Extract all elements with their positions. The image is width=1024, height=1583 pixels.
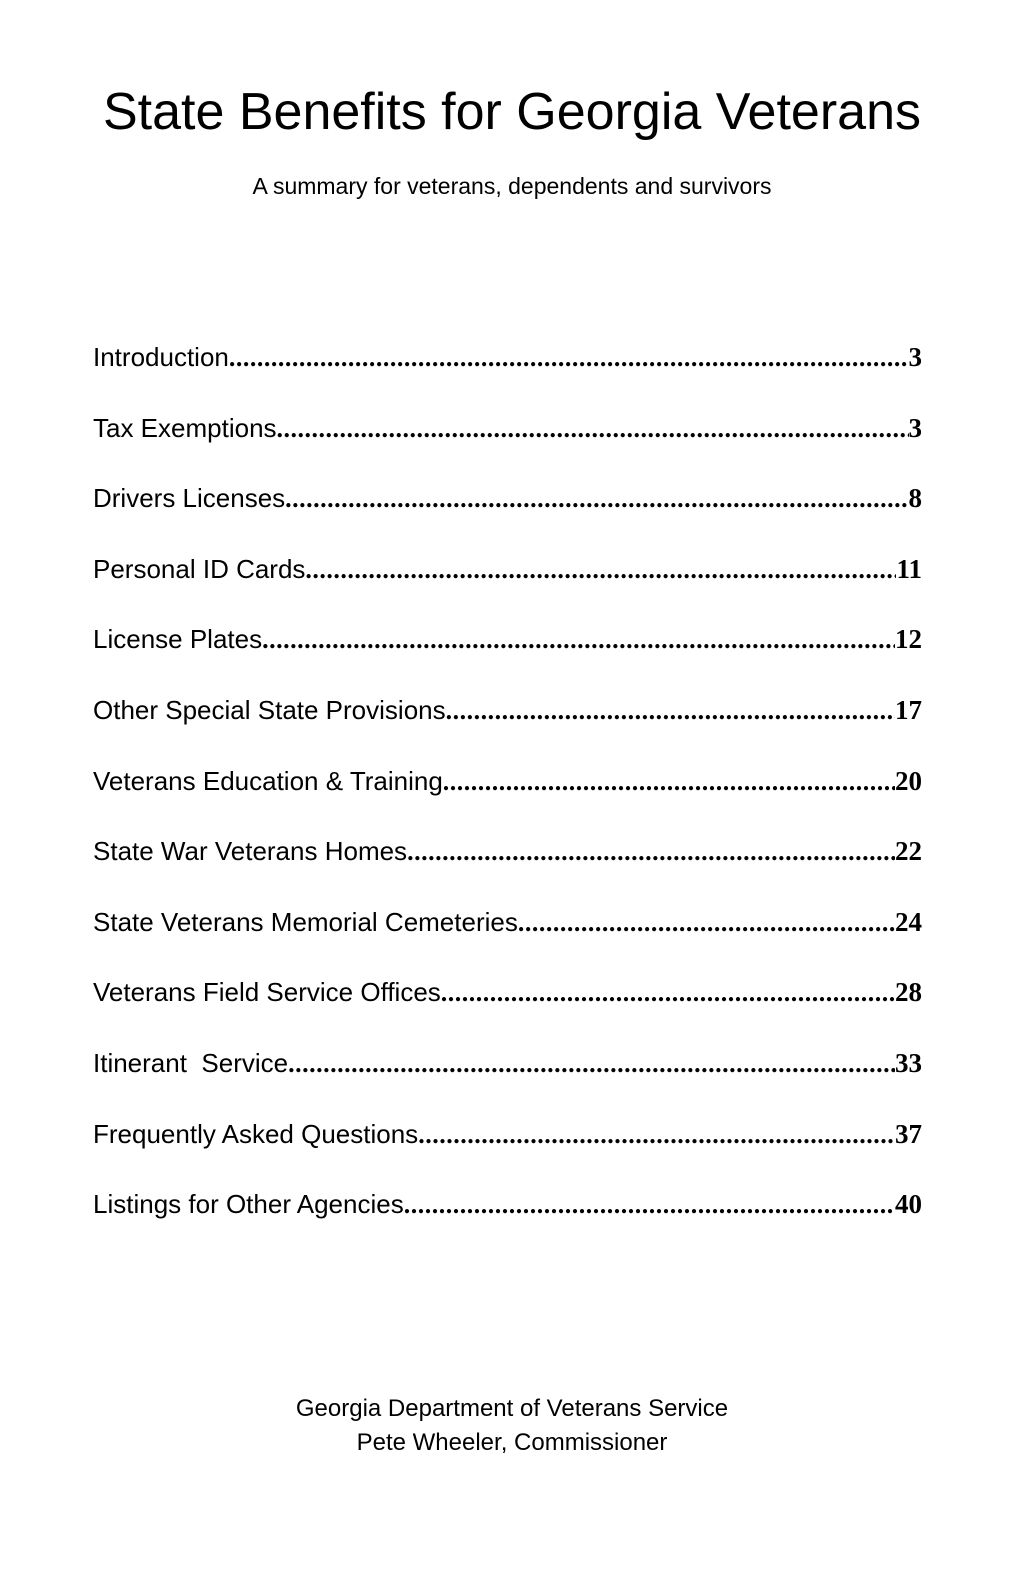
- toc-entry-license-plates: [93, 622, 922, 693]
- toc-entry-label: Other Special State Provisions: [93, 694, 446, 725]
- toc-entry-page-number: 22: [895, 836, 922, 867]
- toc-entry-page-number: 8: [908, 483, 922, 514]
- toc-entry-page-number: 17: [895, 694, 922, 725]
- toc-entry-page-number: 24: [895, 906, 922, 937]
- toc-entry-label: Tax Exemptions: [93, 412, 277, 443]
- toc-entry-page-number: 28: [895, 977, 922, 1008]
- toc-dot-leader: [277, 412, 909, 446]
- toc-entry-other-special-state-provisions: [93, 693, 922, 764]
- toc-entry-page-number: 33: [895, 1047, 922, 1078]
- toc-dot-leader: [418, 1118, 895, 1152]
- toc-entry-page-number: 3: [908, 412, 922, 443]
- toc-entry-page-number: 11: [896, 553, 922, 584]
- toc-entry-page-number: 3: [908, 342, 922, 372]
- department-name: Georgia Department of Veterans Service: [295, 1395, 729, 1422]
- toc-dot-leader: [446, 694, 895, 728]
- toc-dot-leader: [518, 906, 895, 940]
- commissioner-name: Pete Wheeler, Commissioner: [356, 1429, 668, 1456]
- toc-entry-label: Itinerant Service: [93, 1047, 289, 1078]
- toc-dot-leader: [404, 1188, 895, 1222]
- toc-entry-label: State War Veterans Homes: [93, 836, 408, 867]
- toc-entry-page-number: 20: [895, 765, 922, 796]
- table-of-contents: [93, 340, 922, 1258]
- toc-dot-leader: [441, 976, 895, 1010]
- toc-entry-personal-id-cards: [93, 552, 922, 623]
- toc-entry-label: Frequently Asked Questions: [93, 1118, 419, 1149]
- toc-dot-leader: [288, 1047, 895, 1081]
- toc-entry-veterans-education-training: [93, 764, 922, 835]
- toc-entry-label: Introduction: [93, 342, 229, 372]
- toc-dot-leader: [407, 835, 895, 869]
- toc-entry-label: Personal ID Cards: [93, 553, 306, 584]
- toc-entry-state-veterans-memorial-cemeteries: [93, 905, 922, 976]
- toc-dot-leader: [229, 341, 909, 375]
- toc-entry-page-number: 37: [895, 1118, 922, 1149]
- toc-entry-state-war-veterans-homes: [93, 834, 922, 905]
- toc-entry-itinerant-service: [93, 1046, 922, 1117]
- toc-entry-frequently-asked-questions: [93, 1117, 922, 1188]
- toc-entry-page-number: 40: [895, 1189, 922, 1220]
- page-subtitle: A summary for veterans, dependents and survivors: [252, 173, 772, 199]
- toc-entry-label: Listings for Other Agencies: [93, 1189, 404, 1220]
- toc-dot-leader: [285, 482, 908, 516]
- toc-dot-leader: [443, 765, 895, 799]
- toc-entry-label: License Plates: [93, 624, 263, 655]
- toc-entry-listings-for-other-agencies: [93, 1187, 922, 1258]
- publisher-block: [0, 1392, 1024, 1460]
- toc-entry-drivers-licenses: [93, 481, 922, 552]
- toc-entry-label: State Veterans Memorial Cemeteries: [93, 906, 518, 937]
- toc-entry-tax-exemptions: [93, 411, 922, 482]
- toc-dot-leader: [305, 553, 896, 587]
- toc-dot-leader: [262, 623, 895, 657]
- toc-entry-introduction: [93, 340, 922, 411]
- toc-entry-label: Drivers Licenses: [93, 483, 286, 514]
- toc-entry-label: Veterans Education & Training: [93, 765, 443, 796]
- toc-entry-veterans-field-service-offices: [93, 975, 922, 1046]
- page-title: State Benefits for Georgia Veterans: [102, 83, 922, 141]
- toc-entry-label: Veterans Field Service Offices: [93, 977, 441, 1008]
- toc-entry-page-number: 12: [895, 624, 922, 655]
